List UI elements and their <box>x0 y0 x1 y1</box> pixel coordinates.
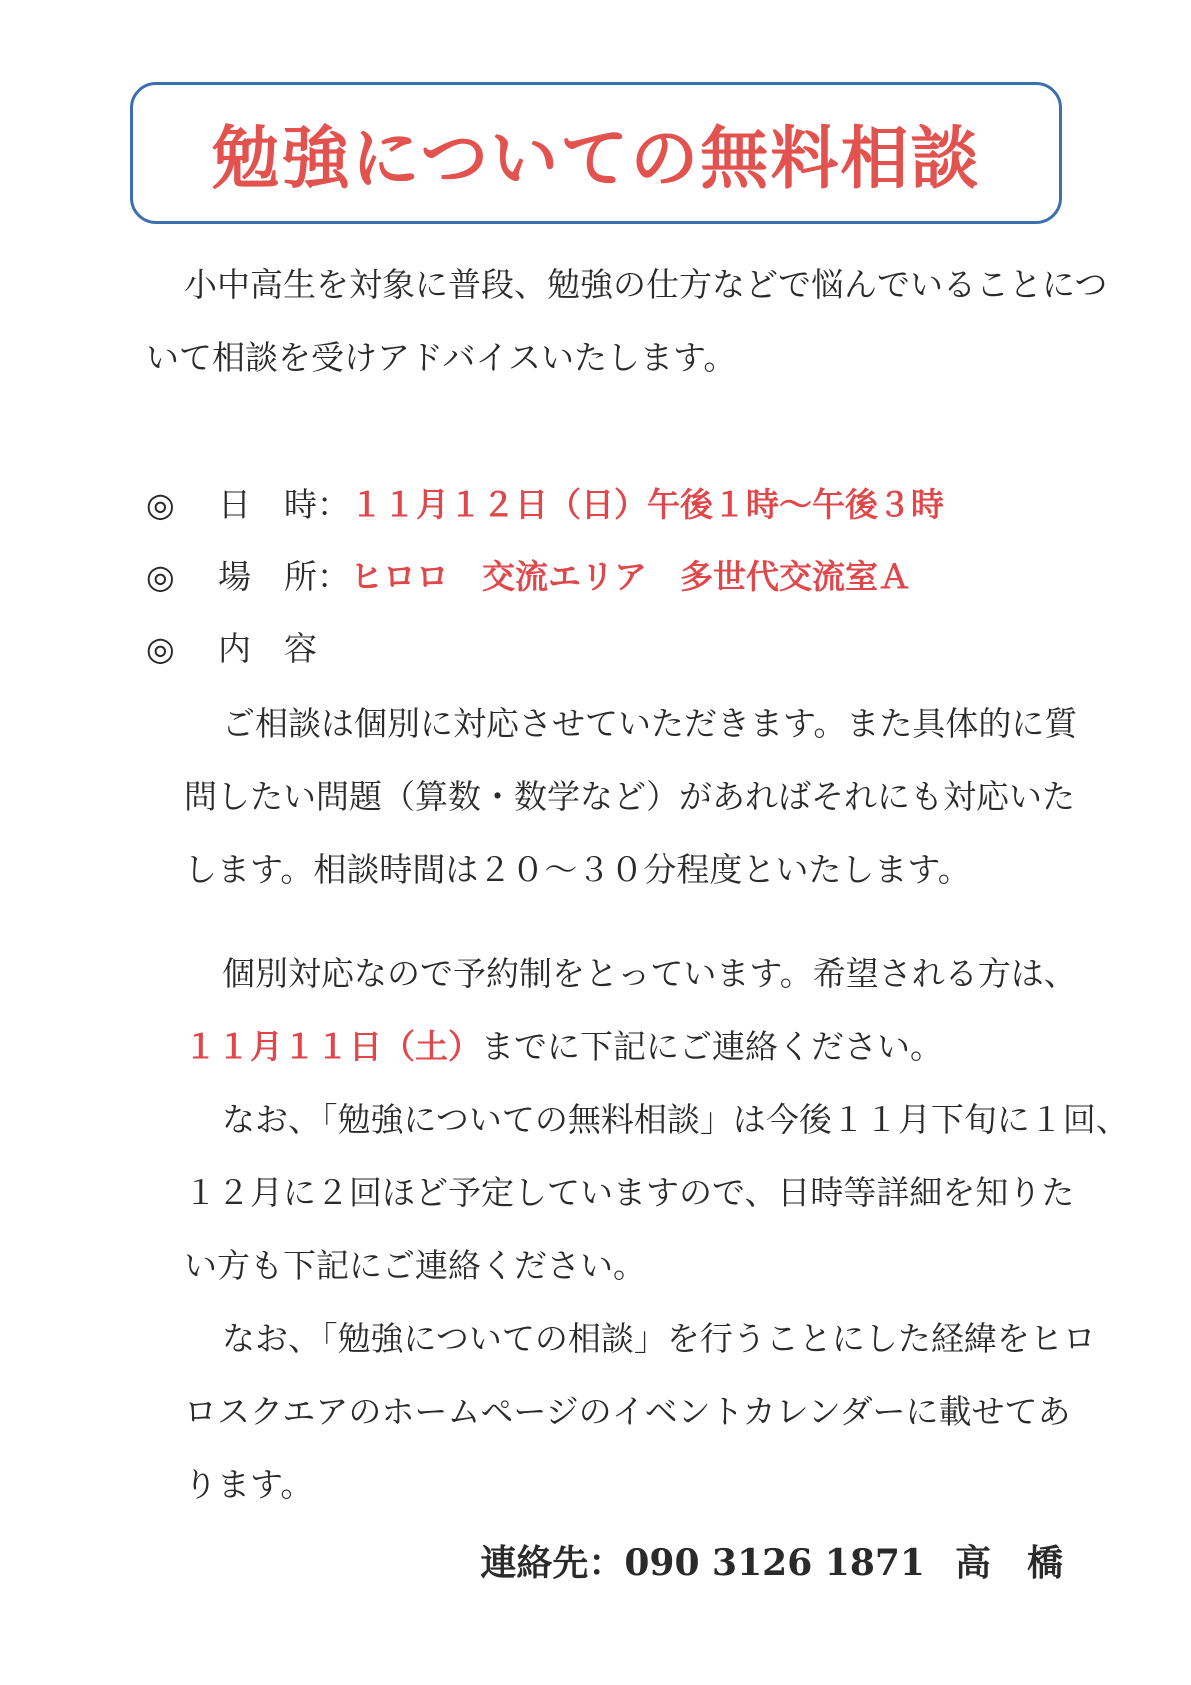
content-p4-line-3: ります。 <box>184 1465 314 1504</box>
content-p3-line-1: なお、「勉強についての無料相談」は今後１１月下旬に１回、 <box>222 1100 1129 1139</box>
deadline-text: までに下記にご連絡ください。 <box>481 1027 943 1066</box>
datetime-value: １１月１２日（日）午後１時～午後３時 <box>350 485 944 524</box>
content-row <box>146 629 317 668</box>
contact-name: 高 橋 <box>954 1542 1063 1584</box>
contact-phone: 090 3126 1871 <box>624 1542 925 1584</box>
intro-line-1: 小中高生を対象に普段、勉強の仕方などで悩んでいることにつ <box>184 265 1108 304</box>
content-p1-line-2: 問したい問題（算数・数学など）があればそれにも対応いた <box>184 777 1075 816</box>
place-row <box>146 557 911 596</box>
contact-info <box>480 1535 1063 1586</box>
double-circle-icon: ◎ <box>146 629 175 668</box>
contact-label: 連絡先： <box>480 1542 625 1584</box>
double-circle-icon: ◎ <box>146 557 175 596</box>
double-circle-icon: ◎ <box>146 485 175 524</box>
content-label: 内 容 <box>218 629 317 668</box>
content-p2-line-2 <box>184 1027 943 1066</box>
content-p1-line-1: ご相談は個別に対応させていただきます。また具体的に質 <box>222 704 1078 743</box>
content-p2-line-1: 個別対応なので予約制をとっています。希望される方は、 <box>222 954 1077 993</box>
title-frame <box>130 82 1062 224</box>
content-p4-line-2: ロスクエアのホームページのイベントカレンダーに載せてあ <box>184 1392 1071 1431</box>
content-p1-line-3: します。相談時間は２０～３０分程度といたします。 <box>184 850 971 889</box>
place-value: ヒロロ 交流エリア 多世代交流室Ａ <box>350 557 911 596</box>
content-p4-line-1: なお、「勉強についての相談」を行うことにした経緯をヒロ <box>222 1319 1096 1358</box>
datetime-row <box>146 485 944 524</box>
content-p3-line-3: い方も下記にご連絡ください。 <box>184 1246 646 1285</box>
deadline-date: １１月１１日（土） <box>184 1027 481 1066</box>
page-title: 勉強についての無料相談 <box>211 119 981 199</box>
place-label: 場 所： <box>218 557 350 596</box>
datetime-label: 日 時： <box>218 485 350 524</box>
intro-line-2: いて相談を受けアドバイスいたします。 <box>146 338 737 377</box>
content-p3-line-2: １２月に２回ほど予定していますので、日時等詳細を知りた <box>184 1173 1075 1212</box>
